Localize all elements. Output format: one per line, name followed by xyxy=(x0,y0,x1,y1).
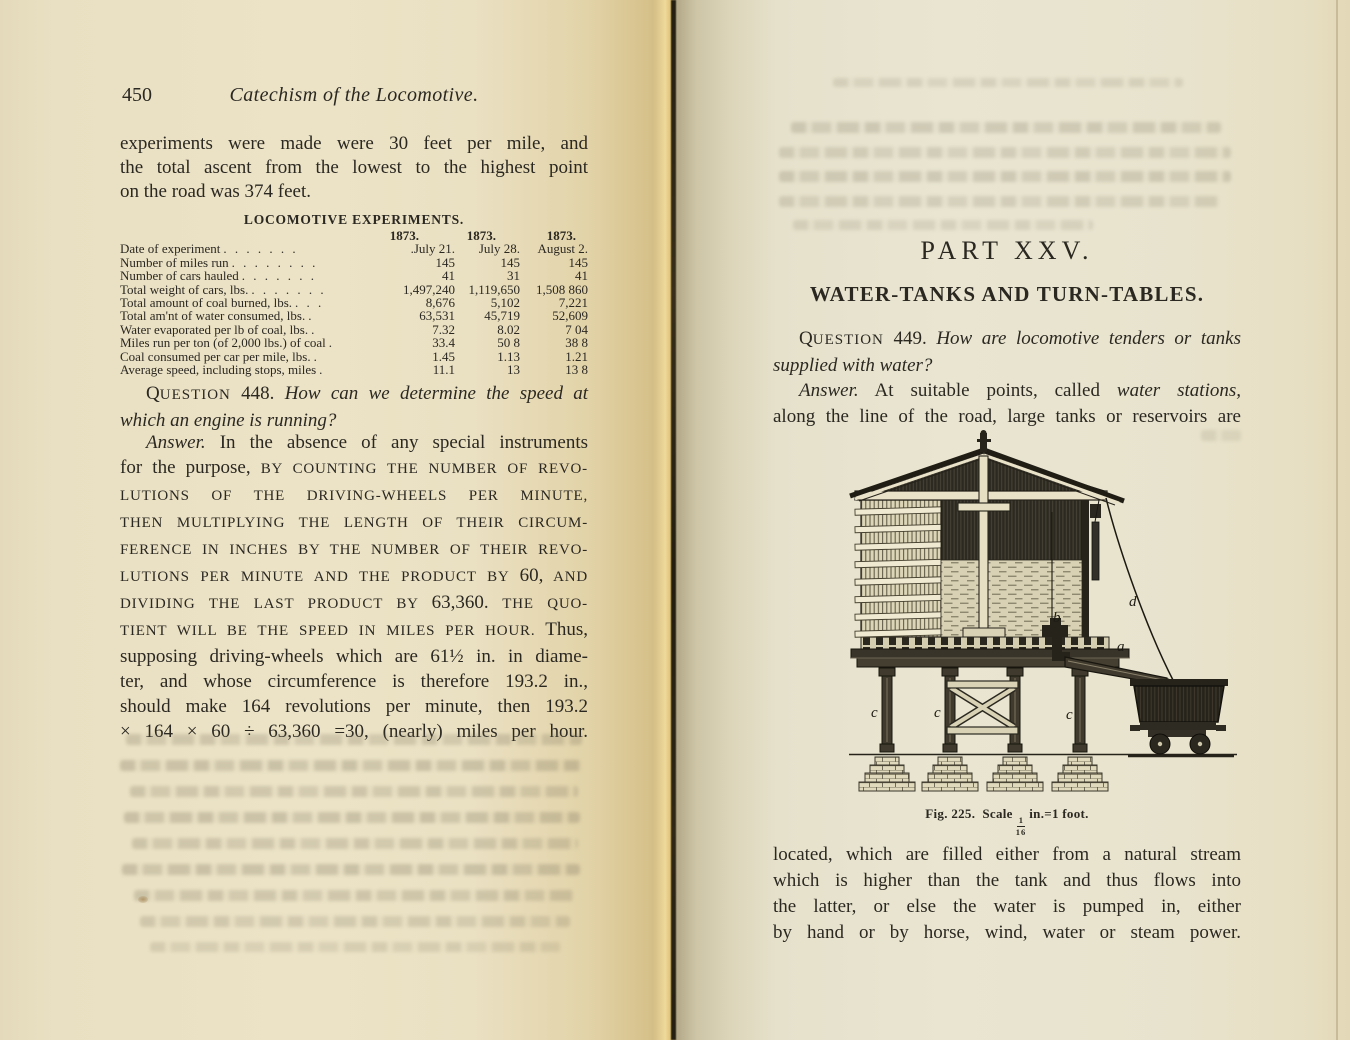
right-page-edge-line xyxy=(1336,0,1338,1040)
closing-paragraph xyxy=(773,842,1241,946)
row-label: Number of cars hauled xyxy=(120,268,239,284)
text-segment: supplied with water? xyxy=(773,355,933,376)
left-page-header xyxy=(120,84,588,110)
row-value: 31 xyxy=(507,268,520,284)
table-year-header-row xyxy=(120,229,588,242)
row-value: 1,497,240 xyxy=(403,281,455,297)
table-body xyxy=(120,229,588,376)
row-label: Total weight of cars, lbs. xyxy=(120,281,249,297)
figure-label-c: c xyxy=(1066,707,1073,723)
dot-leader: . xyxy=(308,309,314,323)
caption-suffix: in.=1 foot. xyxy=(1029,806,1089,821)
table-title: LOCOMOTIVE EXPERIMENTS. xyxy=(243,212,465,227)
pulley-box xyxy=(1090,504,1101,518)
tank-exterior-hoops xyxy=(855,500,943,637)
text-segment: should make 164 revolutions per minute, then 193.2 xyxy=(120,696,588,717)
text-segment: How are locomotive tenders or tanks xyxy=(936,328,1241,349)
row-label: Date of experiment xyxy=(120,241,221,257)
row-value: 7.32 xyxy=(432,321,455,337)
text-segment: experiments were made were 30 feet per mile, and xyxy=(120,133,588,154)
table-row xyxy=(120,309,588,322)
table-row xyxy=(120,283,588,296)
text-segment: ter, and whose circumference is therefore 193.2 in., xyxy=(120,671,588,692)
table-row xyxy=(120,296,588,309)
text-segment: Answer. xyxy=(146,432,206,453)
brick-pier xyxy=(859,757,915,791)
text-segment: AND xyxy=(543,569,588,585)
showthrough-line xyxy=(779,147,1231,158)
row-value: 13 xyxy=(507,362,520,378)
row-value: 50 8 xyxy=(497,335,520,351)
dot-leader: . xyxy=(311,322,317,337)
dot-leader: . . . . . . . xyxy=(251,282,327,297)
right-page-text-column xyxy=(773,0,1241,1040)
text-segment: LUTIONS PER MINUTE AND THE PRODUCT BY xyxy=(120,569,520,585)
text-line xyxy=(120,482,588,509)
row-value: 11.1 xyxy=(432,362,455,378)
text-line xyxy=(120,617,588,644)
dot-leader: . xyxy=(313,349,320,364)
text-line xyxy=(120,536,588,563)
text-segment: How can we determine the speed at xyxy=(284,383,588,404)
text-segment: At suitable points, called xyxy=(858,380,1117,401)
row-value: 1.13 xyxy=(497,348,520,364)
table-row xyxy=(120,269,588,282)
showthrough-line xyxy=(120,760,582,771)
row-value: 52,609 xyxy=(552,308,588,324)
row-value: 45,719 xyxy=(484,308,520,324)
text-segment: along the line of the road, large tanks or reservoirs are xyxy=(773,406,1241,427)
text-segment: the latter, or else the water is pumped in, either xyxy=(773,896,1241,917)
text-line xyxy=(120,455,588,482)
text-line xyxy=(773,920,1241,946)
row-label: Coal consumed per car per mile, lbs. xyxy=(120,348,311,364)
text-segment: supposing driving-wheels which are 61½ in. in diame- xyxy=(120,646,588,667)
brick-pier xyxy=(1052,757,1108,791)
running-title: Catechism of the Locomotive. xyxy=(229,84,479,106)
center-post-crossbar xyxy=(958,503,1010,511)
showthrough-line xyxy=(779,171,1231,182)
row-value: 145 xyxy=(435,254,455,270)
text-segment: 448. xyxy=(230,383,285,404)
year-header: 1873. xyxy=(389,228,419,243)
dot-leader: . . . . . . . . xyxy=(231,255,318,270)
roof-finial xyxy=(977,430,991,452)
dot-leader: . . . . . . . xyxy=(241,269,317,283)
row-value: 8,676 xyxy=(425,295,455,311)
figure-caption xyxy=(773,806,1241,836)
row-label: Miles run per ton (of 2,000 lbs.) of coal xyxy=(120,335,326,351)
chapter-heading: WATER-TANKS AND TURN-TABLES. xyxy=(809,282,1205,306)
left-page-text-column xyxy=(120,0,588,1040)
figure-label-a: a xyxy=(1117,639,1125,655)
text-line xyxy=(120,509,588,536)
gauge-board xyxy=(1092,522,1099,580)
text-line xyxy=(773,326,1241,353)
text-segment: × 164 × 60 ÷ 63,360 =30, (nearly) miles per hour. xyxy=(120,721,588,742)
text-segment: which an engine is running? xyxy=(120,410,337,431)
showthrough-line xyxy=(126,734,582,745)
gutter-binding-shadow xyxy=(671,0,676,1040)
row-value: August 2. xyxy=(537,241,588,257)
row-value: .July 21. xyxy=(410,241,455,257)
text-line xyxy=(120,644,588,669)
text-line xyxy=(773,868,1241,894)
showthrough-line xyxy=(833,78,1183,87)
paper-stain xyxy=(138,896,148,903)
row-value: 1,508 860 xyxy=(536,281,588,297)
figure-label-b: b xyxy=(1053,610,1061,626)
text-segment: In the absence of any special instruments xyxy=(205,432,588,453)
text-line xyxy=(773,842,1241,868)
row-value: 5,102 xyxy=(490,295,520,311)
caption-prefix: Fig. 225. Scale xyxy=(925,806,1013,821)
row-label: Water evaporated per lb of coal, lbs. xyxy=(120,321,309,337)
table-row xyxy=(120,336,588,349)
table-row xyxy=(120,363,588,376)
text-segment: 63,360. xyxy=(431,592,503,613)
table-row xyxy=(120,323,588,336)
row-value: 1.45 xyxy=(432,348,455,364)
text-segment: which is higher than the tank and thus flows into xyxy=(773,870,1241,891)
row-value: 145 xyxy=(500,254,520,270)
fraction-one-sixteenth: $\frac{1}{16}$ xyxy=(1015,815,1027,837)
dot-leader: . xyxy=(319,363,325,377)
text-line xyxy=(773,353,1241,379)
text-segment: BY COUNTING THE NUMBER OF REVO- xyxy=(260,461,588,477)
text-segment: Answer. xyxy=(799,380,859,401)
showthrough-line xyxy=(150,942,560,952)
showthrough-line xyxy=(124,812,580,823)
text-segment: Q xyxy=(799,328,813,349)
text-segment: TIENT WILL BE THE SPEED IN MILES PER HOUR. xyxy=(120,623,536,639)
showthrough-line xyxy=(140,916,570,927)
text-segment: 60, xyxy=(519,565,544,586)
text-segment: THEN MULTIPLYING THE LENGTH OF THEIR CIRCUM- xyxy=(120,515,588,531)
text-segment: UESTION xyxy=(812,332,884,348)
dot-leader: . xyxy=(328,336,335,350)
row-value: 41 xyxy=(442,268,455,284)
showthrough-line xyxy=(134,890,574,901)
table-row xyxy=(120,256,588,269)
dot-leader: . . . . . . . xyxy=(223,242,299,256)
text-line xyxy=(773,894,1241,920)
text-line xyxy=(120,132,588,156)
brick-pier xyxy=(922,757,978,791)
text-segment: FERENCE IN INCHES BY THE NUMBER OF THEIR REVO- xyxy=(120,542,588,558)
text-line xyxy=(120,590,588,617)
row-label: Number of miles run xyxy=(120,254,229,270)
text-segment: 449. xyxy=(883,328,937,349)
question-449 xyxy=(773,326,1241,379)
table-row xyxy=(120,350,588,363)
text-line xyxy=(773,404,1241,430)
row-value: 8.02 xyxy=(497,321,520,337)
text-segment: located, which are filled either from a natural stream xyxy=(773,844,1241,865)
text-line xyxy=(120,156,588,180)
showthrough-line xyxy=(791,122,1221,133)
row-value: 38 8 xyxy=(565,335,588,351)
text-segment: THE QUO- xyxy=(502,596,588,612)
text-line xyxy=(120,180,588,204)
showthrough-line xyxy=(122,864,580,875)
center-post xyxy=(979,456,988,637)
year-header: 1873. xyxy=(546,228,576,243)
text-segment: Q xyxy=(146,383,160,404)
figure-label-c: c xyxy=(871,705,878,721)
table-row xyxy=(120,242,588,255)
row-label: Total am'nt of water consumed, lbs. xyxy=(120,308,306,324)
showthrough-line xyxy=(793,220,1093,230)
answer-449 xyxy=(773,378,1241,430)
figure-label-d: d xyxy=(1129,594,1137,610)
row-value: 7,221 xyxy=(558,295,588,311)
row-value: 7 04 xyxy=(565,321,588,337)
text-segment: DIVIDING THE LAST PRODUCT BY xyxy=(120,596,432,612)
text-line xyxy=(120,563,588,590)
experiments-table xyxy=(120,212,588,376)
text-line xyxy=(120,669,588,694)
brick-pier xyxy=(987,757,1043,791)
row-value: 33.4 xyxy=(432,335,455,351)
text-segment: for the purpose, xyxy=(120,457,261,478)
row-value: 41 xyxy=(575,268,588,284)
text-segment: LUTIONS OF THE DRIVING-WHEELS PER MINUTE, xyxy=(120,488,588,504)
part-heading: PART XXV. xyxy=(920,236,1094,265)
row-value: 63,531 xyxy=(419,308,455,324)
text-segment: on the road was 374 feet. xyxy=(120,181,311,202)
intro-paragraph xyxy=(120,132,588,204)
text-line xyxy=(120,694,588,719)
row-value: 13 8 xyxy=(565,362,588,378)
gutter-highlight xyxy=(653,0,672,1040)
row-value: 1,119,650 xyxy=(468,281,520,297)
figure-label-c: c xyxy=(934,705,941,721)
text-segment: by hand or by horse, wind, water or steam power. xyxy=(773,922,1241,943)
text-segment: water stations, xyxy=(1116,380,1242,401)
text-segment: the total ascent from the lowest to the highest point xyxy=(120,157,588,178)
text-line xyxy=(120,430,588,455)
text-line xyxy=(120,381,588,408)
page-number: 450 xyxy=(122,84,152,106)
tender-car xyxy=(1128,679,1234,756)
dot-leader: . . . xyxy=(295,296,324,310)
showthrough-line xyxy=(130,786,578,797)
row-value: 145 xyxy=(568,254,588,270)
figure-225-water-tank-illustration xyxy=(809,430,1277,796)
question-448 xyxy=(120,381,588,433)
text-segment: UESTION xyxy=(159,387,231,403)
answer-448 xyxy=(120,430,588,744)
year-header: 1873. xyxy=(466,228,496,243)
tank-right-wall xyxy=(1082,500,1089,637)
text-line xyxy=(773,378,1241,404)
row-label: Average speed, including stops, miles xyxy=(120,362,317,378)
row-value: 1.21 xyxy=(565,348,588,364)
text-segment: Thus, xyxy=(535,619,588,640)
row-value: July 28. xyxy=(478,241,520,257)
row-label: Total amount of coal burned, lbs. xyxy=(120,295,293,311)
cross-bracing xyxy=(947,681,1018,734)
showthrough-line xyxy=(779,196,1219,207)
center-post-base xyxy=(963,628,1005,637)
showthrough-line xyxy=(132,838,578,849)
